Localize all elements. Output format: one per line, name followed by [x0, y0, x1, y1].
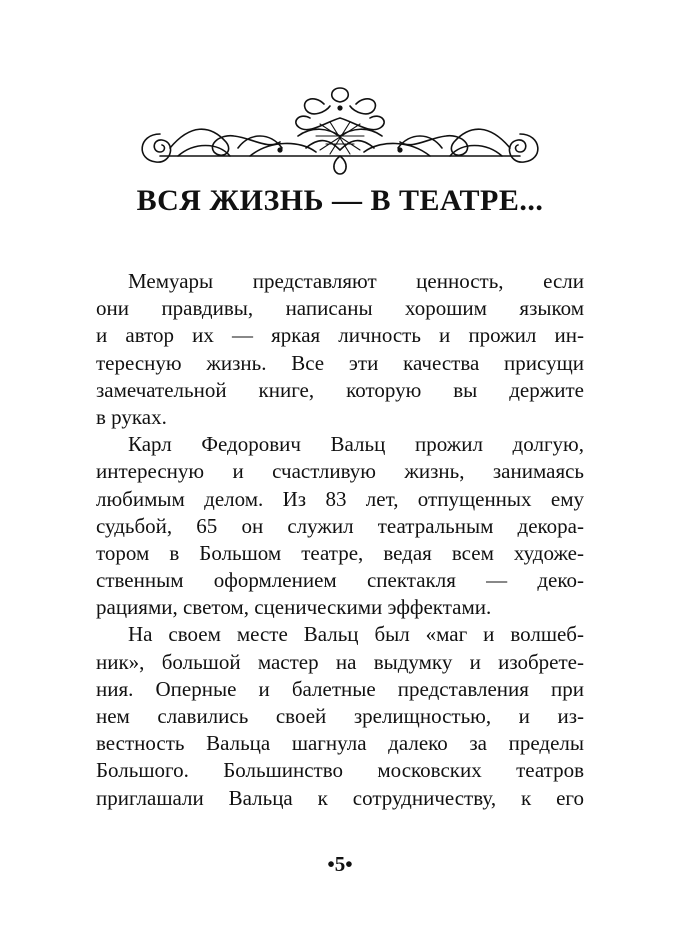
text-line: приглашали Вальца к сотрудничеству, к его — [96, 785, 584, 810]
text-line: ник», большой мастер на выдумку и изобрете- — [96, 649, 584, 674]
text-line: Карл Федорович Вальц прожил долгую, — [128, 432, 584, 457]
text-line: Большого. Большинство московских театров — [96, 758, 584, 783]
text-line: любимым делом. Из 83 лет, отпущенных ему — [96, 486, 584, 511]
body-text — [96, 268, 584, 812]
page-number — [0, 852, 680, 877]
text-line: интересную и счастливую жизнь, занимаясь — [96, 459, 584, 484]
text-line: вестность Вальца шагнула далеко за пределы — [96, 731, 584, 756]
calligraphic-flourish-ornament-icon — [130, 78, 550, 178]
text-line: нем славились своей зрелищностью, и из- — [96, 704, 584, 728]
paragraph — [96, 431, 584, 621]
text-line: в руках. — [96, 404, 167, 429]
text-line: они правдивы, написаны хорошим языком — [96, 296, 584, 321]
paragraph — [96, 621, 584, 811]
text-line: На своем месте Вальц был «маг и волшеб- — [128, 622, 584, 647]
text-line: ния. Оперные и балетные представления при — [96, 676, 584, 701]
bullet-icon: • — [327, 852, 335, 876]
text-line: рациями, светом, сценическими эффектами. — [96, 595, 492, 620]
bullet-icon: • — [345, 852, 353, 876]
text-line: Мемуары представляют ценность, если — [128, 269, 584, 293]
text-line: тором в Большом театре, ведая всем художе- — [96, 540, 584, 565]
chapter-title: ВСЯ ЖИЗНЬ — В ТЕАТРЕ... — [136, 184, 544, 217]
text-line: ственным оформлением спектакля — деко- — [96, 568, 584, 593]
text-line: судьбой, 65 он служил театральным декора- — [96, 513, 584, 538]
text-line: и автор их — яркая личность и прожил ин- — [96, 323, 584, 348]
text-line: тересную жизнь. Все эти качества присущи — [96, 350, 584, 375]
page-number-value: 5 — [334, 852, 346, 876]
text-line: замечательной книге, которую вы держите — [96, 377, 584, 402]
paragraph — [96, 268, 584, 431]
